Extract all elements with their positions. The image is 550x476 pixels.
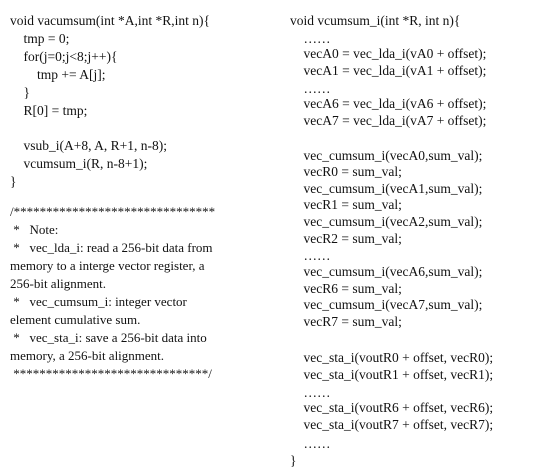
note-line: * Note: [10,222,59,237]
code-line: vecR0 = sum_val; [290,164,402,179]
code-line: …… [290,385,331,400]
code-line: vec_cumsum_i(vecA7,sum_val); [290,297,483,312]
code-line: vec_sta_i(voutR6 + offset, vecR6); [290,400,494,415]
code-line: } [10,174,17,189]
code-line: vecA7 = vec_lda_i(vA7 + offset); [290,113,487,128]
code-line: vec_cumsum_i(vecA0,sum_val); [290,148,483,163]
code-line: vecA6 = vec_lda_i(vA6 + offset); [290,96,487,111]
code-line: vec_sta_i(voutR7 + offset, vecR7); [290,417,494,432]
code-line: vsub_i(A+8, A, R+1, n-8); [10,138,167,153]
code-line: tmp = 0; [10,31,70,46]
note-line: element cumulative sum. [10,312,141,327]
code-line: vecR6 = sum_val; [290,281,402,296]
note-line: /******************************* [10,204,216,219]
code-line: } [10,85,30,100]
code-line: …… [290,31,331,46]
code-line: vecR1 = sum_val; [290,197,402,212]
code-line: vec_sta_i(voutR0 + offset, vecR0); [290,350,494,365]
code-line: vec_sta_i(voutR1 + offset, vecR1); [290,367,494,382]
code-line: vecR2 = sum_val; [290,231,402,246]
code-line: void vcumsum_i(int *R, int n){ [290,13,461,28]
code-line: vecA0 = vec_lda_i(vA0 + offset); [290,46,487,61]
code-line: vec_cumsum_i(vecA2,sum_val); [290,214,483,229]
code-line: void vacumsum(int *A,int *R,int n){ [10,13,210,28]
note-line: memory, a 256-bit alignment. [10,348,165,363]
note-line: memory to a interge vector register, a [10,258,205,273]
code-line: R[0] = tmp; [10,103,88,118]
code-line: tmp += A[j]; [10,67,106,82]
code-line: vec_cumsum_i(vecA6,sum_val); [290,264,483,279]
note-line: ******************************/ [10,366,212,381]
note-line: * vec_sta_i: save a 256-bit data into [10,330,207,345]
code-line: vcumsum_i(R, n-8+1); [10,156,148,171]
code-line: vecA1 = vec_lda_i(vA1 + offset); [290,63,487,78]
code-line: …… [290,81,331,96]
code-line: for(j=0;j<8;j++){ [10,49,118,64]
code-line: vecR7 = sum_val; [290,314,402,329]
code-line: } [290,453,297,468]
code-line: …… [290,248,331,263]
code-line: vec_cumsum_i(vecA1,sum_val); [290,181,483,196]
note-line: * vec_cumsum_i: integer vector [10,294,187,309]
note-line: * vec_lda_i: read a 256-bit data from [10,240,213,255]
note-line: 256-bit alignment. [10,276,107,291]
code-line: …… [290,436,331,451]
